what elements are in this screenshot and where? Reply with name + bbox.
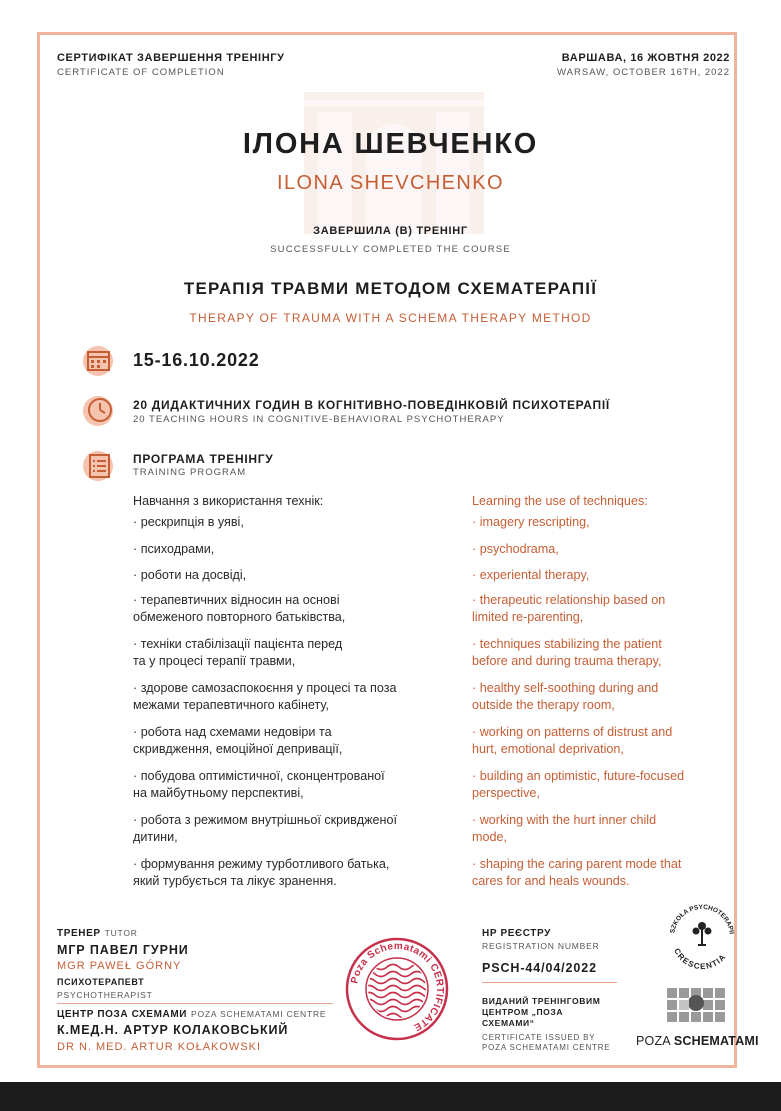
tree-icon xyxy=(693,922,712,945)
poza-schematami-logo-icon xyxy=(667,988,733,1032)
certificate-title-en: CERTIFICATE OF COMPLETION xyxy=(57,67,225,78)
program-item-en: · working on patterns of distrust and hurt, emotional deprivation, xyxy=(472,725,673,756)
crescentia-name: CRESCENTIA xyxy=(672,946,728,972)
certificate-stamp xyxy=(345,937,449,1041)
program-list-icon xyxy=(82,449,116,483)
training-program-en: TRAINING PROGRAM xyxy=(133,467,247,478)
program-item-ua: · рескрипція в уяві, xyxy=(133,515,244,529)
registry-label-en: REGISTRATION NUMBER xyxy=(482,941,600,951)
program-item-en: · building an optimistic, future-focused perspective, xyxy=(472,769,685,800)
program-item-en: · shaping the caring parent mode that cares for and heals wounds. xyxy=(472,857,682,888)
program-item-ua: · побудова оптимістичної, сконцентрованої на майбутньому перспективі, xyxy=(133,769,385,800)
svg-text:CRESCENTIA xyxy=(672,947,728,971)
program-item-ua: · терапевтичних відносин на основі обмеженого повторного батьківства, xyxy=(133,593,346,624)
program-item-ua: · роботи на досвіді, xyxy=(133,568,247,582)
issued-by-ua: ВИДАНИЙ ТРЕНІНГОВИМ ЦЕНТРОМ „ПОЗА СХЕМАМИ“ xyxy=(482,996,601,1028)
teaching-hours-en: 20 TEACHING HOURS IN COGNITIVE-BEHAVIORAL PSYCHOTHERAPY xyxy=(133,414,505,425)
tutor-role-en: PSYCHOTHERAPIST xyxy=(57,990,153,1000)
program-list-ua xyxy=(133,493,453,888)
program-item-ua: · техніки стабілізації пацієнта перед та у процесі терапії травми, xyxy=(133,637,343,668)
centre-head-en: DR N. MED. ARTUR KOŁAKOWSKI xyxy=(57,1041,262,1053)
tutor-divider xyxy=(57,1003,333,1004)
place-date-ua: ВАРШАВА, 16 ЖОВТНЯ 2022 xyxy=(561,52,730,64)
program-intro-ua: Навчання з використання технік: xyxy=(133,494,324,508)
program-item-en: · therapeutic relationship based on limited re-parenting, xyxy=(472,593,666,624)
centre-label-en: POZA SCHEMATAMI CENTRE xyxy=(191,1009,327,1019)
calendar-icon xyxy=(82,344,116,378)
program-item-en: · techniques stabilizing the patient before and during trauma therapy, xyxy=(472,637,662,668)
completed-label-en: SUCCESSFULLY COMPLETED THE COURSE xyxy=(270,244,511,255)
program-item-ua: · робота над схемами недовіри та скривдження, емоційної депривації, xyxy=(133,725,343,756)
place-date-en: WARSAW, OCTOBER 16TH, 2022 xyxy=(557,67,730,78)
course-title-ua: ТЕРАПІЯ ТРАВМИ МЕТОДОМ СХЕМАТЕРАПІЇ xyxy=(183,279,598,298)
program-item-ua: · робота з режимом внутрішньої скривдженої дитини, xyxy=(133,813,397,844)
tutor-role-ua: ПСИХОТЕРАПЕВТ xyxy=(57,977,145,987)
tutor-name-en: MGR PAWEŁ GÓRNY xyxy=(57,960,182,972)
program-item-ua: · здорове самозаспокоєння у процесі та поза межами терапевтичного кабінету, xyxy=(133,681,397,712)
tutor-label xyxy=(57,928,138,939)
program-list-en xyxy=(472,493,737,888)
program-item-en: · psychodrama, xyxy=(472,542,559,556)
clock-icon xyxy=(82,394,116,428)
crescentia-ring-text: SZKOŁA PSYCHOTERAPII xyxy=(669,903,735,935)
recipient-name-ua: ІЛОНА ШЕВЧЕНКО xyxy=(242,128,539,160)
program-item-en: · healthy self-soothing during and outside the therapy room, xyxy=(472,681,659,712)
registry-divider xyxy=(482,982,617,983)
tutor-label-en: TUTOR xyxy=(104,928,138,938)
poza-schematami-logo-text: POZA SCHEMATAMI xyxy=(636,1034,759,1048)
stamp-ring-text: Poza Schematami CERTIFICATE xyxy=(349,940,446,1033)
program-intro-en: Learning the use of techniques: xyxy=(472,494,648,508)
completed-label-ua: ЗАВЕРШИЛА (В) ТРЕНІНГ xyxy=(313,225,468,237)
registry-label-ua: НР РЕЄСТРУ xyxy=(482,928,551,939)
crescentia-logo xyxy=(662,895,742,975)
training-dates: 15-16.10.2022 xyxy=(133,350,260,370)
centre-head-ua: К.МЕД.Н. АРТУР КОЛАКОВСЬКИЙ xyxy=(57,1023,289,1037)
registry-number: PSCH-44/04/2022 xyxy=(482,961,597,975)
centre-label-ua: ЦЕНТР ПОЗА СХЕМАМИ xyxy=(57,1009,188,1020)
program-item-en: · imagery rescripting, xyxy=(472,515,590,529)
training-program-ua: ПРОГРАМА ТРЕНІНГУ xyxy=(133,452,274,466)
program-item-en: · working with the hurt inner child mode, xyxy=(472,813,657,844)
certificate-title-ua: СЕРТИФІКАТ ЗАВЕРШЕННЯ ТРЕНІНГУ xyxy=(57,52,285,64)
course-title-en: THERAPY OF TRAUMA WITH A SCHEMA THERAPY METHOD xyxy=(189,311,592,325)
program-item-ua: · формування режиму турботливого батька, який турбується та лікує зранення. xyxy=(133,857,390,888)
program-item-ua: · психодрами, xyxy=(133,542,215,556)
issued-by-en: CERTIFICATE ISSUED BY POZA SCHEMATAMI CENTRE xyxy=(482,1033,611,1052)
program-item-en: · experiental therapy, xyxy=(472,568,590,582)
building-watermark xyxy=(304,92,484,234)
tutor-name-ua: МГР ПАВЕЛ ГУРНИ xyxy=(57,943,189,957)
recipient-name-en: ILONA SHEVCHENKO xyxy=(277,172,504,194)
teaching-hours-ua: 20 ДИДАКТИЧНИХ ГОДИН В КОГНІТИВНО-ПОВЕДІНКОВІЙ ПСИХОТЕРАПІЇ xyxy=(133,398,610,412)
centre-label xyxy=(57,1009,326,1020)
bottom-bar xyxy=(0,1082,781,1111)
tutor-label-ua: ТРЕНЕР xyxy=(57,928,101,939)
